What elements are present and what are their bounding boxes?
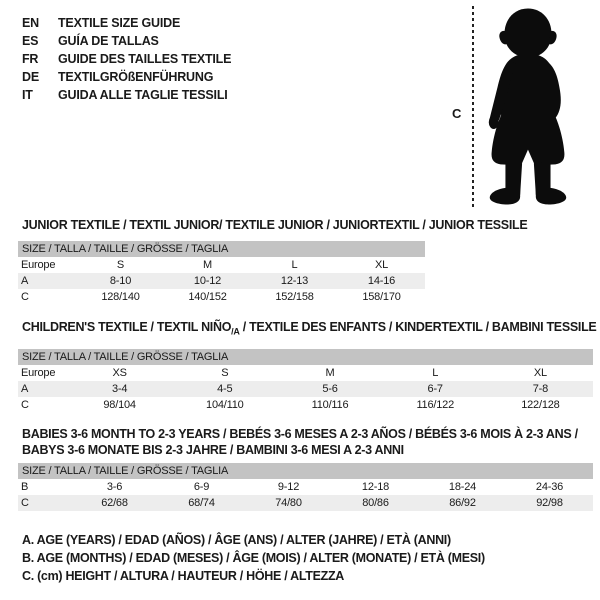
table-row [18,479,593,495]
table-cell: 104/110 [206,399,244,411]
table-cell: 14-16 [367,275,396,287]
junior-section-title: JUNIOR TEXTILE / TEXTIL JUNIOR/ TEXTILE JUNIOR / JUNIORTEXTIL / JUNIOR TESSILE [22,218,528,232]
table-cell: 116/122 [416,399,454,411]
language-title: GUIDE DES TAILLES TEXTILE [58,52,232,66]
children-title-subscript: /A [231,326,240,337]
language-title: TEXTILGRÖßENFÜHRUNG [58,70,214,84]
height-measure-line [472,6,474,208]
table-row [18,289,425,305]
height-measure-label: C [452,106,462,121]
table-cell: M [203,259,212,271]
table-cell: 152/158 [275,291,314,303]
children-section-title [22,320,596,337]
table-cell: 158/170 [362,291,401,303]
babies-title-line2: BABYS 3-6 MONATE BIS 2-3 JAHRE / BAMBINI 3-6 MESI A 2-3 ANNI [22,443,404,457]
language-row [22,14,231,32]
table-cell: 24-36 [535,481,564,493]
table-cell: 6-7 [427,383,443,395]
babies-size-table [18,463,593,511]
babies-title-line1: BABIES 3-6 MONTH TO 2-3 YEARS / BEBÉS 3-6 MESES A 2-3 AÑOS / BÉBÉS 3-6 MOIS À 2-3 ANS / [22,427,578,441]
language-row [22,86,231,104]
table-cell: XS [112,367,127,379]
table-cell: 110/116 [311,399,349,411]
table-cell: 68/74 [188,497,215,509]
language-code: EN [22,16,39,30]
row-label: Europe [21,259,56,271]
language-title: TEXTILE SIZE GUIDE [58,16,181,30]
language-row [22,32,231,50]
table-cell: 7-8 [532,383,549,395]
row-label: C [21,291,29,303]
row-label: B [21,481,29,493]
children-title-part1: CHILDREN'S TEXTILE / TEXTIL NIÑO [22,320,232,334]
table-cell: 10-12 [193,275,222,287]
table-cell: 5-6 [322,383,338,395]
legend-line-a: A. AGE (YEARS) / EDAD (AÑOS) / ÂGE (ANS) / ALTER (JAHRE) / ETÀ (ANNI) [22,533,451,547]
table-cell: L [291,259,298,271]
language-row [22,50,231,68]
table-cell: 74/80 [275,497,302,509]
table-cell: 4-5 [217,383,233,395]
table-cell: S [221,367,229,379]
language-title: GUIDA ALLE TAGLIE TESSILI [58,88,228,102]
size-header-bar: SIZE / TALLA / TAILLE / GRÖSSE / TAGLIA [18,241,425,257]
table-cell: 128/140 [101,291,140,303]
junior-size-table [18,241,425,305]
table-row [18,397,593,413]
table-cell: 12-13 [280,275,309,287]
row-label: C [21,399,29,411]
table-cell: S [116,259,125,271]
language-code: ES [22,34,39,48]
table-cell: 122/128 [521,399,560,411]
row-label: A [21,383,29,395]
table-cell: 80/86 [362,497,389,509]
row-label: Europe [21,367,56,379]
table-cell: 86/92 [449,497,476,509]
table-cell: 12-18 [361,481,390,493]
table-cell: 98/104 [103,399,136,411]
table-cell: 8-10 [109,275,132,287]
table-cell: 3-4 [111,383,128,395]
language-code: IT [22,88,33,102]
language-title: GUÍA DE TALLAS [58,34,159,48]
language-code: FR [22,52,39,66]
table-cell: XL [374,259,389,271]
baby-silhouette [478,4,576,210]
children-size-table [18,349,593,413]
size-header-bar: SIZE / TALLA / TAILLE / GRÖSSE / TAGLIA [18,349,593,365]
table-row [18,273,425,289]
table-cell: 92/98 [536,497,563,509]
row-label: C [21,497,29,509]
babies-section-title [22,426,582,458]
measure-legend [22,531,485,585]
legend-line-c: C. (cm) HEIGHT / ALTURA / HAUTEUR / HÖHE / ALTEZZA [22,569,345,583]
table-cell: 3-6 [106,481,123,493]
table-cell: 140/152 [188,291,227,303]
table-row [18,365,593,381]
language-title-list [22,14,231,104]
language-code: DE [22,70,39,84]
language-row [22,68,231,86]
children-title-part2: / TEXTILE DES ENFANTS / KINDERTEXTIL / BAMBINI TESSILE [239,320,597,334]
table-cell: 6-9 [193,481,210,493]
table-row [18,257,425,273]
table-cell: 18-24 [448,481,477,493]
table-cell: M [325,367,335,379]
table-cell: L [432,367,439,379]
row-label: A [21,275,29,287]
table-cell: 9-12 [277,481,300,493]
table-cell: XL [533,367,547,379]
table-cell: 62/68 [101,497,128,509]
table-row [18,495,593,511]
table-row [18,381,593,397]
size-header-bar: SIZE / TALLA / TAILLE / GRÖSSE / TAGLIA [18,463,593,479]
legend-line-b: B. AGE (MONTHS) / EDAD (MESES) / ÂGE (MOIS) / ALTER (MONATE) / ETÀ (MESI) [22,551,485,565]
